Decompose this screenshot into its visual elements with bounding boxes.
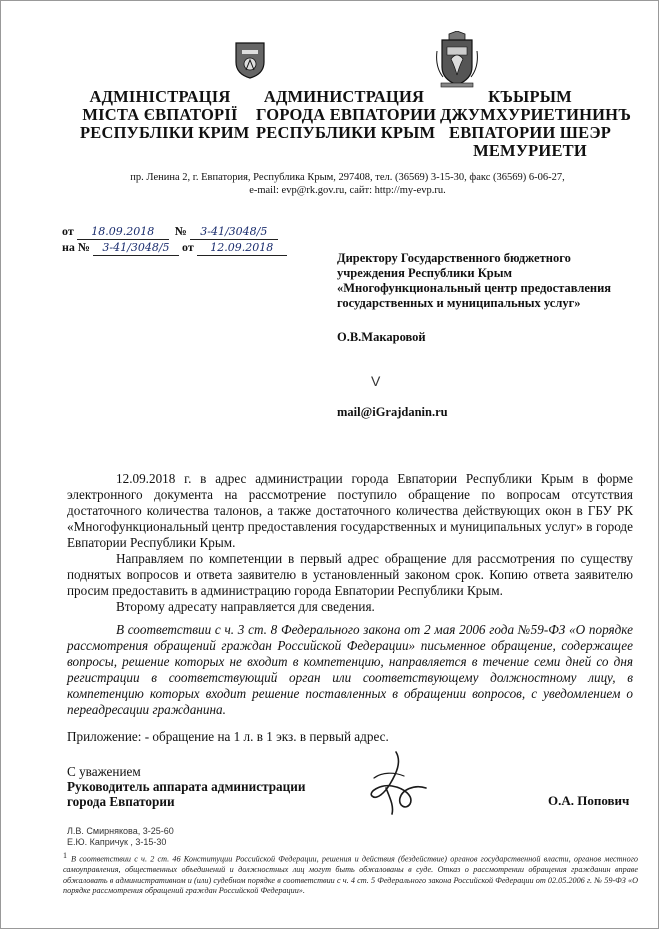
- attachment-line: Приложение: - обращение на 1 л. в 1 экз. в первый адрес.: [67, 729, 389, 744]
- second-addressee-mark: V: [371, 373, 381, 389]
- addressee-line-3: «Многофункциональный центр предоставления: [337, 281, 612, 295]
- addressee-line-2: учреждения Республики Крым: [337, 266, 513, 280]
- signatory-position-line-1: Руководитель аппарата администрации: [67, 779, 306, 794]
- contact-email-line: e-mail: evp@rk.gov.ru, сайт: http://my-evp.ru.: [249, 185, 446, 196]
- crimea-coat-of-arms-icon: [435, 31, 479, 89]
- header-ua-line-2: МІСТА ЄВПАТОРІЇ: [82, 105, 238, 124]
- footnote: [63, 851, 638, 897]
- evpatoria-coat-of-arms-left-icon: [234, 40, 266, 80]
- addressee-block: [337, 251, 637, 311]
- header-ct-line-4: МЕМУРИЕТИ: [473, 141, 587, 160]
- reply-to-label: на №: [62, 240, 90, 254]
- incoming-date: 12.09.2018: [197, 241, 287, 256]
- header-ct-line-2: ДЖУМХУРИЕТИНИНЪ: [440, 105, 632, 124]
- contact-address-line: пр. Ленина 2, г. Евпатория, Республика Крым, 297408, тел. (36569) 3-15-30, факс (36569) 6-06-27,: [130, 172, 565, 183]
- footnote-mark: 1: [63, 851, 67, 860]
- executor-1: Л.В. Смирнякова, 3-25-60: [67, 826, 174, 836]
- executors: [67, 826, 174, 848]
- header-ru-line-3: РЕСПУБЛИКИ КРЫМ: [256, 123, 436, 142]
- footnote-text: В соответствии с ч. 2 ст. 46 Конституции Российской Федерации, решения и действия (бездействие) органов государственной власти, органов местного самоуправления, общественных объединений и должностных лиц могут быть обжалованы в суде. Отказ о рассмотрении обращения гражданин вправе обжаловать в административном и (или) судебном порядке в соответствии с ч. 4 ст. 5 Федерального закона Российской Федерации от 02.05.2006 г. № 59-ФЗ «О порядке рассмотрения обращений граждан Российской Федерации».: [63, 854, 638, 896]
- addressee-line-1: Директору Государственного бюджетного: [337, 251, 571, 265]
- header-ru-line-2: ГОРОДА ЕВПАТОРИИ: [256, 105, 437, 124]
- registration-outgoing: [62, 224, 278, 240]
- addressee-line-4: государственных и муниципальных услуг»: [337, 296, 581, 310]
- second-addressee-email: mail@iGrajdanin.ru: [337, 405, 448, 419]
- addressee-name: О.В.Макаровой: [337, 330, 426, 344]
- body-paragraph-4: В соответствии с ч. 3 ст. 8 Федерального закона от 2 мая 2006 года №59-ФЗ «О порядке рассмотрения обращений граждан Российской Федерации» письменное обращение, содержащее вопросы, решение которых не входит в компетенцию, направляется в течение семи дней со дня регистрации в соответствующий орган или соответствующему должностному лицу, в компетенцию которых входит решение поставленных в обращении вопросов, с уведомлением о переадресации гражданина.: [67, 622, 633, 717]
- letter-body: [67, 471, 633, 615]
- body-paragraph-3: Второму адресату направляется для сведения.: [116, 599, 375, 614]
- contact-info: [60, 171, 635, 197]
- outgoing-date: 18.09.2018: [77, 225, 169, 240]
- handwritten-signature: [356, 748, 436, 823]
- outgoing-number: 3-41/3048/5: [190, 225, 278, 240]
- header-ukrainian: [80, 87, 250, 142]
- body-paragraph-1: 12.09.2018 г. в адрес администрации города Евпатории Республики Крым в форме электронного документа на рассмотрение поступило обращение по вопросам отсутствия достаточного количества талонов, а также достаточного количества действующих окон в ГБУ РК «Многофункциональный центр предоставления государственных и муниципальных услуг» в городе Евпатории Республики Крым.: [67, 471, 633, 550]
- reply-from-label: от: [181, 240, 194, 254]
- incoming-number: 3-41/3048/5: [93, 241, 179, 256]
- signature-block: [67, 764, 305, 809]
- header-ct-line-3: ЕВПАТОРИИ ШЕЭР: [449, 123, 611, 142]
- body-paragraph-2: Направляем по компетенции в первый адрес обращение для рассмотрения по существу поднятых вопросов и ответа заявителю в установленный законом срок. Копию ответа заявителю просим предоставить в администрацию города Евпатории Республики Крым.: [67, 551, 633, 598]
- header-ru-line-1: АДМИНИСТРАЦИЯ: [263, 87, 425, 106]
- header-ua-line-1: АДМІНІСТРАЦІЯ: [89, 87, 231, 106]
- legal-notice: [67, 622, 633, 718]
- header-crimean-tatar: [440, 87, 632, 160]
- registration-incoming: [62, 240, 287, 256]
- header-ct-line-1: КЪЫРЫМ: [488, 87, 572, 106]
- signatory-name: О.А. Попович: [548, 793, 630, 808]
- from-label: от: [62, 224, 74, 238]
- signatory-position-line-2: города Евпатории: [67, 794, 175, 809]
- header-ua-line-3: РЕСПУБЛІКИ КРИМ: [80, 123, 250, 142]
- header-russian: [256, 87, 437, 142]
- executor-2: Е.Ю. Капричук , 3-15-30: [67, 837, 167, 847]
- regards-text: С уважением: [67, 764, 141, 779]
- number-label: №: [174, 224, 187, 238]
